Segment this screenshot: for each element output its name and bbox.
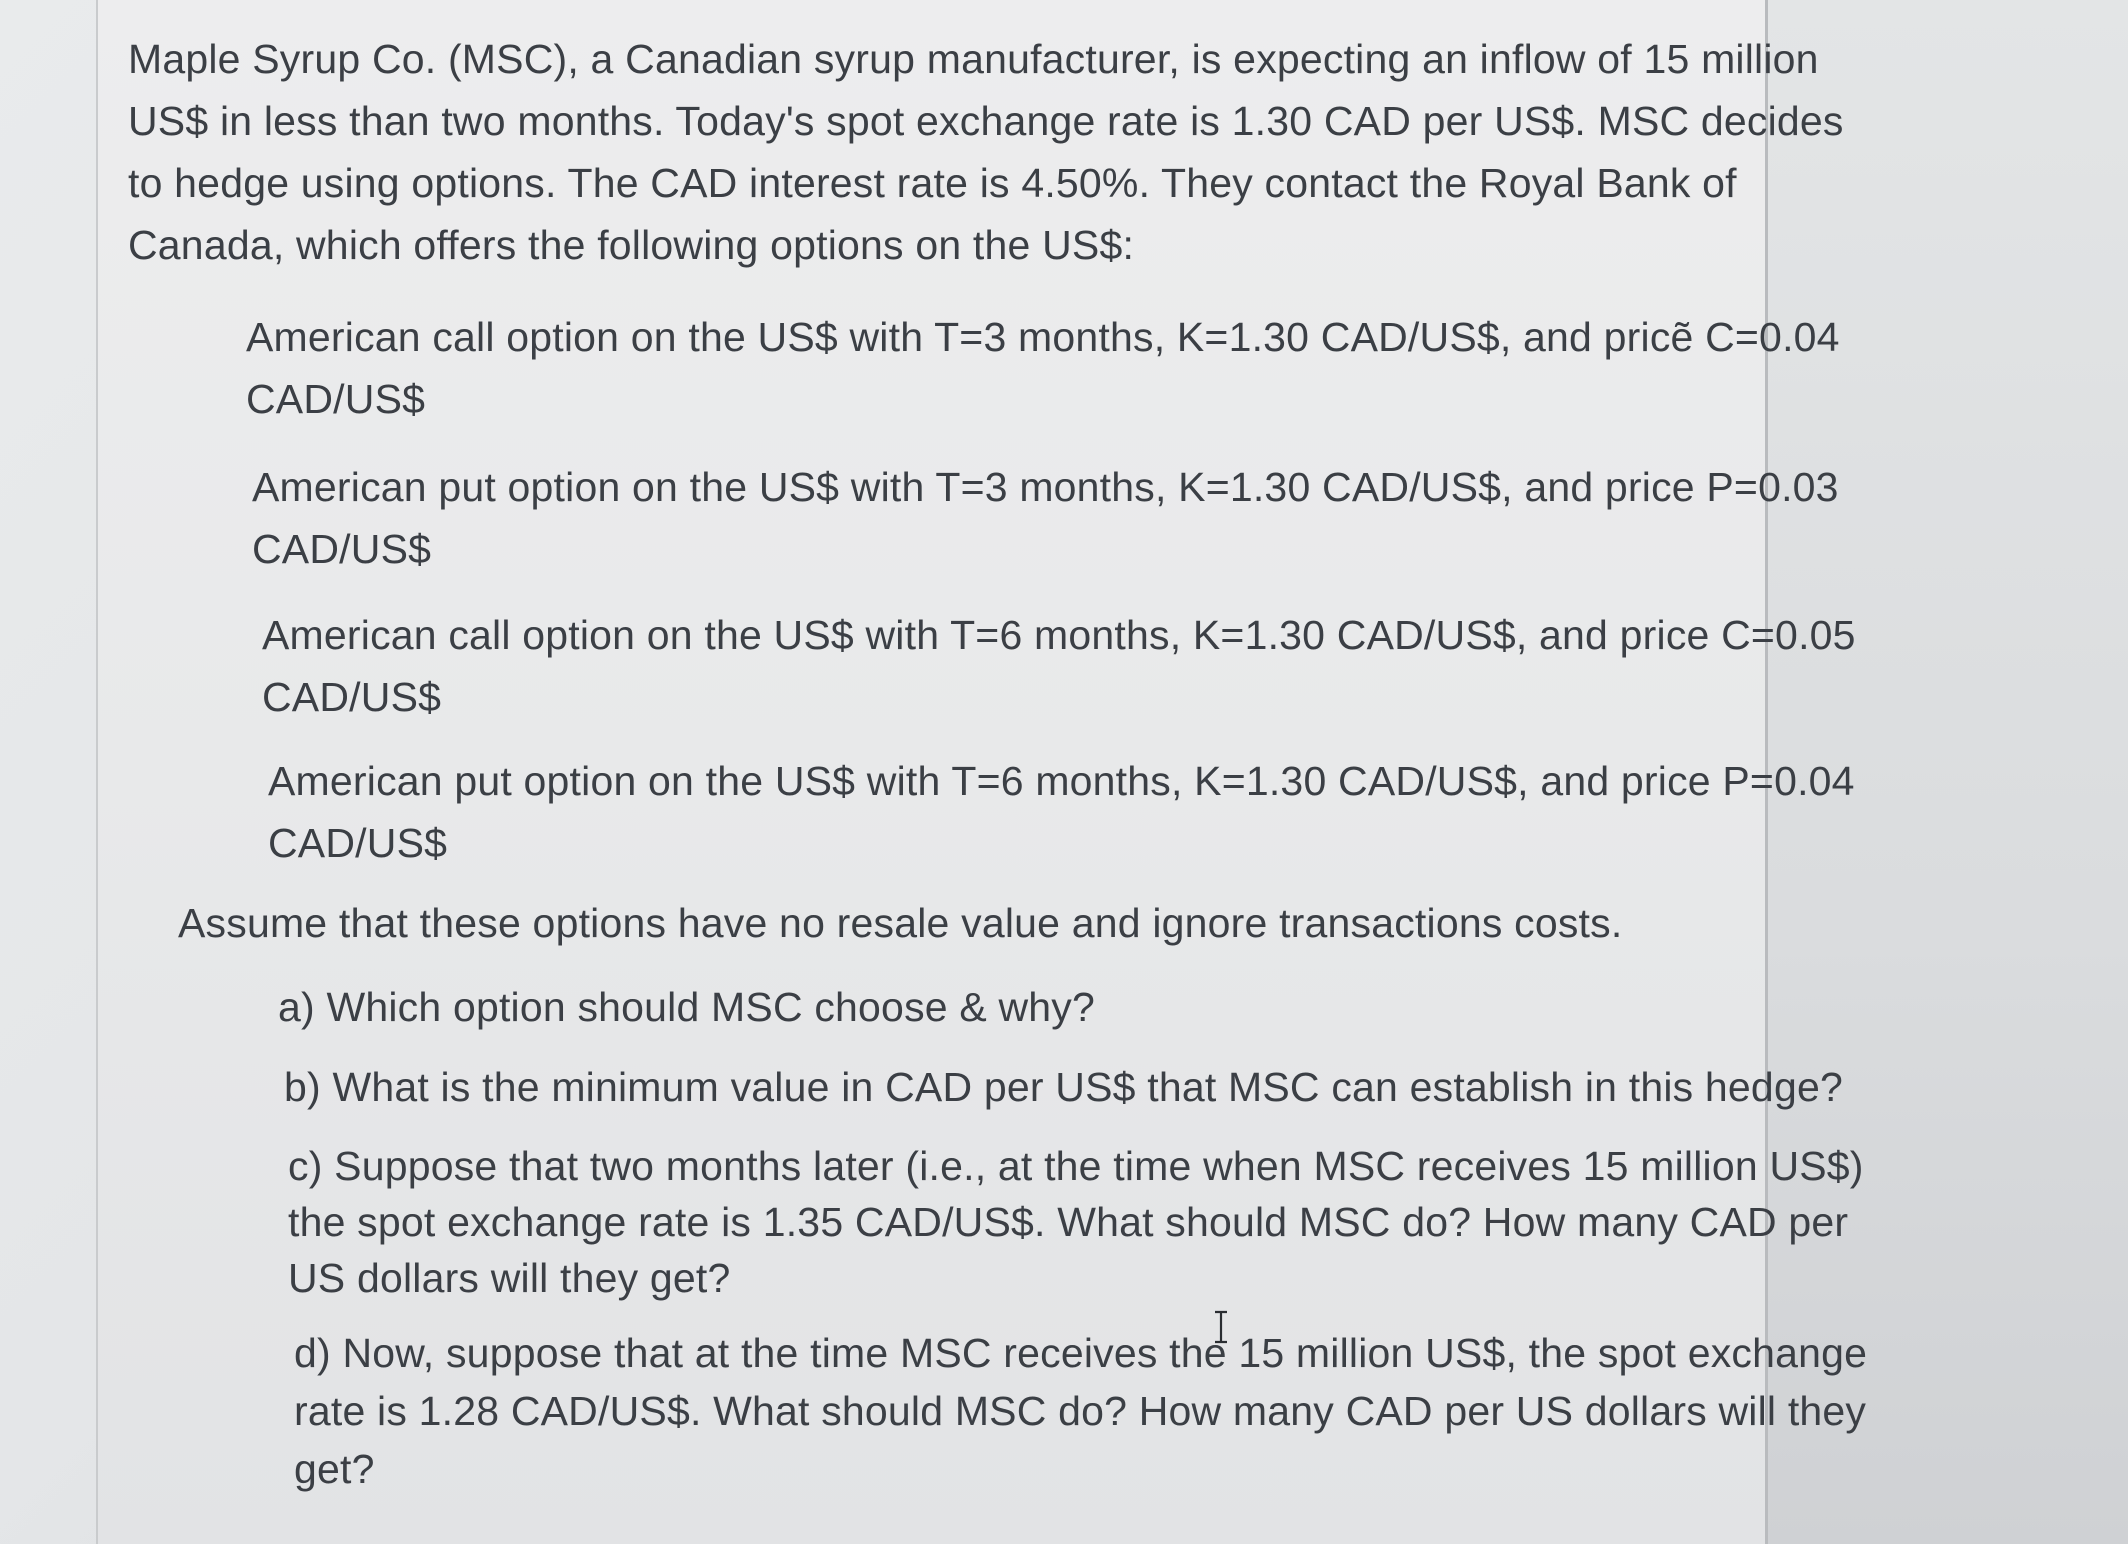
intro-line: US$ in less than two months. Today's spot exchange rate is 1.30 CAD per US$. MSC decides xyxy=(128,98,1844,144)
assumption-line: Assume that these options have no resale value and ignore transactions costs. xyxy=(178,900,1623,946)
question-line: the spot exchange rate is 1.35 CAD/US$. What should MSC do? How many CAD per xyxy=(288,1199,1849,1245)
question-a xyxy=(278,976,1095,1038)
question-line: d) Now, suppose that at the time MSC receives the 15 million US$, the spot exchange xyxy=(294,1330,1868,1376)
option-text: American call option on the US$ with T=6 months, K=1.30 CAD/US$, and price C=0.05 xyxy=(262,612,1856,658)
question-line: US dollars will they get? xyxy=(288,1255,731,1301)
text-cursor-icon xyxy=(1212,1310,1230,1344)
option-item xyxy=(246,306,1840,430)
option-item xyxy=(262,604,1856,728)
question-line: b) What is the minimum value in CAD per US$ that MSC can establish in this hedge? xyxy=(284,1064,1843,1110)
question-line: c) Suppose that two months later (i.e., at the time when MSC receives 15 million US$) xyxy=(288,1143,1864,1189)
option-unit: CAD/US$ xyxy=(246,376,426,422)
option-unit: CAD/US$ xyxy=(262,674,442,720)
question-b xyxy=(284,1056,1843,1118)
question-line: get? xyxy=(294,1446,375,1492)
option-unit: CAD/US$ xyxy=(252,526,432,572)
question-line: a) Which option should MSC choose & why? xyxy=(278,984,1096,1030)
option-item xyxy=(252,456,1839,580)
question-c xyxy=(288,1138,1864,1306)
option-text: American put option on the US$ with T=6 months, K=1.30 CAD/US$, and price P=0.04 xyxy=(268,758,1855,804)
assumption-text xyxy=(178,892,1622,954)
intro-paragraph xyxy=(128,28,1844,276)
option-unit: CAD/US$ xyxy=(268,820,448,866)
intro-line: Maple Syrup Co. (MSC), a Canadian syrup manufacturer, is expecting an inflow of 15 million xyxy=(128,36,1819,82)
intro-line: to hedge using options. The CAD interest rate is 4.50%. They contact the Royal Bank of xyxy=(128,160,1737,206)
question-line: rate is 1.28 CAD/US$. What should MSC do? How many CAD per US dollars will they xyxy=(294,1388,1867,1434)
intro-line: Canada, which offers the following options on the US$: xyxy=(128,222,1135,268)
option-item xyxy=(268,750,1855,874)
option-text: American put option on the US$ with T=3 months, K=1.30 CAD/US$, and price P=0.03 xyxy=(252,464,1839,510)
question-d xyxy=(294,1324,1867,1498)
option-text: American call option on the US$ with T=3 months, K=1.30 CAD/US$, and pricẽ C=0.04 xyxy=(246,314,1840,360)
